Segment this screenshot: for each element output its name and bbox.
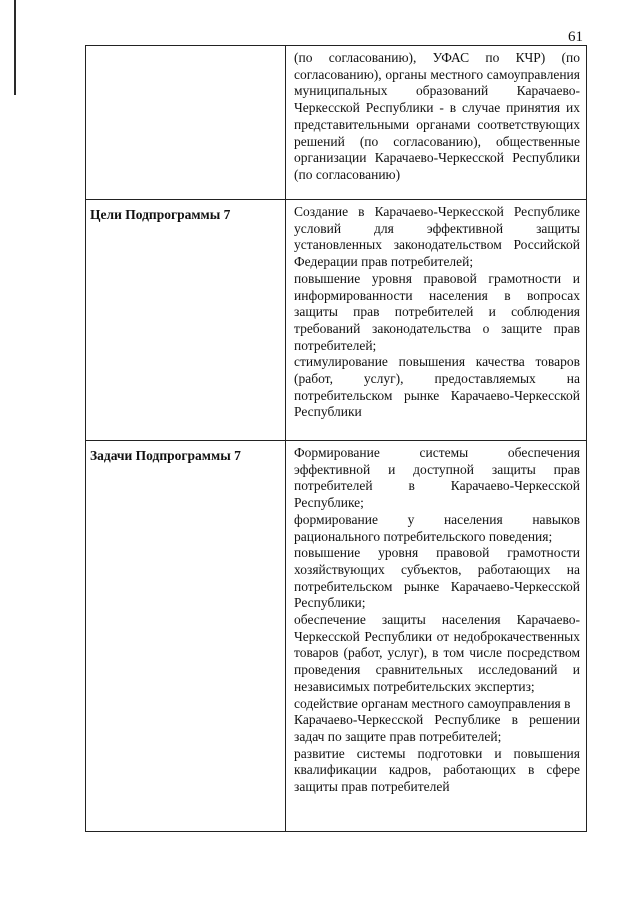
row-label-cell <box>86 200 286 440</box>
scan-edge-line <box>14 0 16 95</box>
row-label-cell <box>86 46 286 199</box>
content-paragraph: Формирование системы обеспечения эффективной и доступной защиты прав потребителей в Карачаево-Черкесской Республике; <box>294 445 580 511</box>
content-paragraph: Создание в Карачаево-Черкесской Республике условий для эффективной защиты установленных законодательством Российской Федерации прав потребителей; <box>294 204 580 270</box>
content-paragraph: содействие органам местного самоуправления в <box>294 695 571 711</box>
content-paragraph: обеспечение защиты населения Карачаево-Черкесской Республики от недоброкачественных товаров (работ, услуг), в том числе посредством проведения сравнительных исследований и независимых потребительских экспертиз; <box>294 612 580 694</box>
page-number: 61 <box>568 29 583 45</box>
table-row <box>86 440 586 831</box>
content-paragraph: повышение уровня правовой грамотности хозяйствующих субъектов, работающих на потребительском рынке Карачаево-Черкесской Республики; <box>294 545 580 611</box>
content-paragraph: повышение уровня правовой грамотности и информированности населения в вопросах защиты прав потребителей и соблюдения требований законодательства о защите прав потребителей; <box>294 270 580 353</box>
row-content-cell <box>286 46 586 199</box>
content-paragraph: формирование у населения навыков рационального потребительского поведения; <box>294 511 580 544</box>
content-paragraph: развитие системы подготовки и повышения квалификации кадров, работающих в сфере защиты прав потребителей <box>294 745 580 795</box>
row-label-cell <box>86 441 286 831</box>
row-label: Задачи Подпрограммы 7 <box>90 448 241 463</box>
content-paragraph: стимулирование повышения качества товаров (работ, услуг), предоставляемых на потребительском рынке Карачаево-Черкесской Республики <box>294 354 580 420</box>
row-label: Цели Подпрограммы 7 <box>90 207 231 222</box>
table-row <box>86 199 586 440</box>
content-paragraph: Карачаево-Черкесской Республике в решении задач по защите прав потребителей; <box>294 712 580 744</box>
program-passport-table <box>85 45 587 832</box>
row-content-cell <box>286 441 586 831</box>
table-row <box>86 46 586 199</box>
content-paragraph: (по согласованию), УФАС по КЧР) (по согласованию), органы местного самоуправления муниципальных образований Карачаево-Черкесской Республики - в случае принятия их представительными органами соответствующих решений (по согласованию), общественные организации Карачаево-Черкесской Республики (по согласованию) <box>294 50 580 182</box>
row-content-cell <box>286 200 586 440</box>
